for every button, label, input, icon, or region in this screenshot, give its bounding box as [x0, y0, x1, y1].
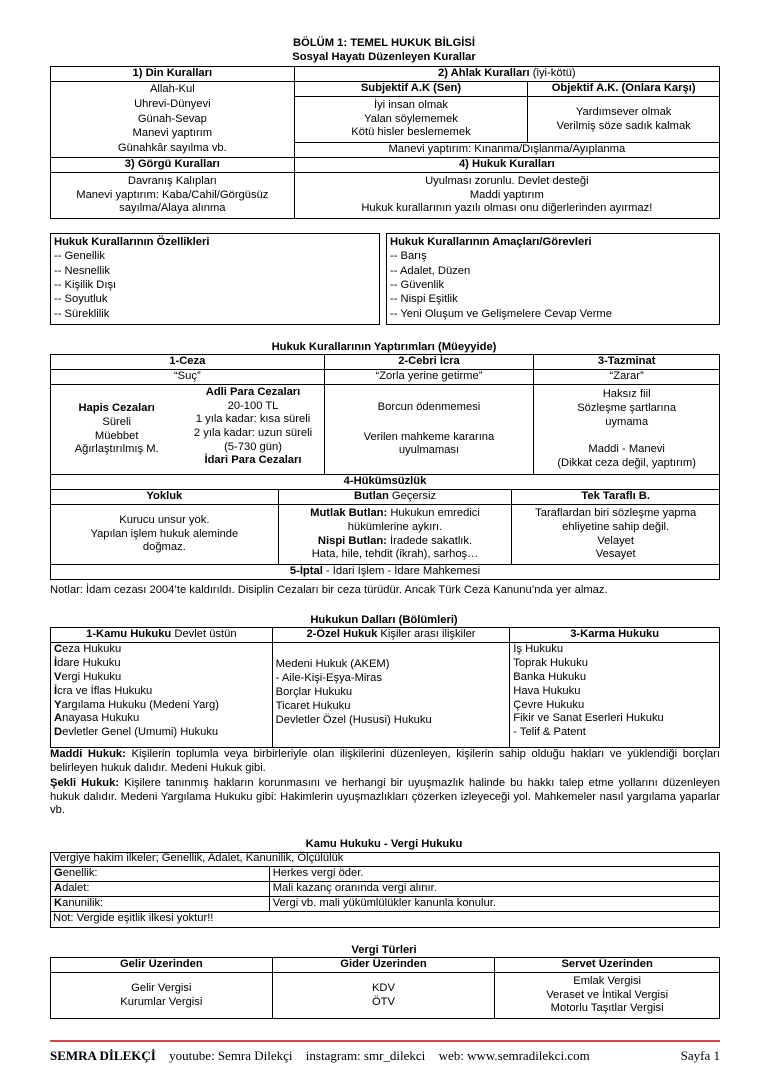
tazminat-content — [534, 385, 720, 475]
karma-item: Toprak Hukuku — [513, 656, 588, 669]
servet-item: Emlak Vergisi — [573, 975, 642, 988]
mutlak-text: Hukukun emredici — [387, 507, 480, 520]
gorgu-title: 3) Görgü Kuralları — [51, 158, 295, 173]
hapis-cell — [51, 385, 183, 475]
gelir-item: Gelir Vergisi — [131, 981, 192, 994]
footer-web: web: www.semradilekci.com — [438, 1048, 590, 1063]
tax-principle-initial: A — [54, 882, 63, 895]
karma-item: Fikir ve Sanat Eserleri Hukuku — [513, 712, 664, 725]
gider-item: KDV — [371, 981, 395, 994]
karma-item: Banka Hukuku — [513, 670, 587, 683]
yokluk-line: Kurucu unsur yok. — [119, 514, 210, 527]
objektif-line: Verilmiş söze sadık kalmak — [556, 119, 691, 132]
kamu-item — [54, 712, 269, 726]
kamu-item — [54, 726, 269, 740]
butlan-suffix: Geçersiz — [388, 490, 437, 503]
tazminat-line: Sözleşme şartlarına — [577, 402, 677, 415]
gorgu-line: Manevi yaptırım: Kaba/Cahil/Görgüsüz — [76, 188, 269, 201]
mutlak-text2: hükümlerine aykırı. — [347, 520, 443, 533]
gorgu-line: sayılma/Alaya alınma — [119, 202, 226, 215]
kamu-item-rest: evletler Genel (Umumi) Hukuku — [62, 726, 219, 739]
kamu-item-rest: eza Hukuku — [62, 643, 122, 655]
kamu-item-initial: D — [54, 726, 63, 739]
hukuk-line: Maddi yaptırım — [469, 188, 544, 201]
idari-title: İdari Para Cezaları — [204, 454, 302, 467]
purposes-item: -- Barış — [390, 250, 427, 263]
ahlak-title: 2) Ahlak Kuralları — [438, 67, 530, 80]
servet-item: Veraset ve İntikal Vergisi — [546, 988, 669, 1001]
footer-divider — [50, 1040, 720, 1042]
hapis-title: Hapis Cezaları — [78, 402, 155, 415]
sanctions-table — [50, 354, 720, 580]
tax-principle-rest: dalet: — [62, 882, 90, 895]
yokluk-title: Yokluk — [51, 490, 279, 505]
karma-item: Hava Hukuku — [513, 684, 581, 697]
cebri-content — [324, 385, 534, 475]
kamu-item-initial: V — [54, 670, 62, 683]
kamu-item-rest: argılama Hukuku (Medeni Yarg) — [61, 698, 219, 711]
tax-principle-initial: K — [54, 897, 63, 910]
ozel-item: Medeni Hukuk (AKEM) — [275, 658, 390, 670]
iptal-title: 5-İptal — [289, 565, 323, 578]
kamu-item-initial: A — [54, 712, 63, 725]
tazminat-line: Maddi - Manevi — [588, 443, 665, 456]
cebri-line: uyulmaması — [398, 444, 460, 457]
sekli-title: Şekli Hukuk: — [50, 777, 120, 789]
cebri-line: Verilen mahkeme kararına — [363, 430, 495, 443]
tax-principle-rest: anunilik: — [62, 897, 104, 910]
tazminat-line: uymama — [605, 415, 649, 428]
objektif-title: Objektif A.K. (Onlara Karşı) — [528, 82, 720, 97]
subjektif-line: Yalan söylememek — [364, 112, 458, 125]
ceza-quote: “Suç” — [51, 370, 325, 385]
iptal-text: - İdari İşlem - İdare Mahkemesi — [322, 565, 481, 578]
nispi-text: İradede sakatlık. — [386, 534, 473, 547]
col1-title: 1-Kamu Hukuku — [86, 628, 172, 641]
tax-principle — [51, 867, 270, 882]
purposes-box — [386, 233, 720, 325]
branches-title: Hukukun Dalları (Bölümleri) — [310, 614, 458, 626]
adli-title: Adli Para Cezaları — [205, 386, 301, 398]
objektif-line: Yardımsever olmak — [575, 105, 672, 118]
tek-title: Tek Taraflı B. — [512, 490, 720, 505]
features-item: -- Nesnellik — [54, 264, 110, 277]
nispi-text2: Hata, hile, tehdit (ikrah), sarhoş… — [311, 548, 479, 561]
butlan-title: Butlan — [353, 490, 389, 503]
ahlak-sanction: Manevi yaptırım: Kınanma/Dışlanma/Ayıplanma — [294, 143, 719, 158]
servet-item: Motorlu Taşıtlar Vergisi — [550, 1002, 664, 1015]
tazminat-quote: “Zarar” — [534, 370, 720, 385]
footer-brand: SEMRA DİLEKÇİ — [50, 1048, 156, 1063]
hapis-line: Müebbet — [94, 429, 139, 442]
adli-line: 2 yıla kadar: uzun süreli — [193, 426, 313, 439]
kamu-item-rest: nayasa Hukuku — [62, 712, 140, 725]
tax-principle-initial: G — [54, 867, 63, 880]
tazminat-line: Haksız fiil — [602, 388, 651, 401]
kamu-item-initial: C — [54, 643, 63, 655]
karma-item: Çevre Hukuku — [513, 698, 585, 711]
gider-item: ÖTV — [371, 995, 395, 1008]
sanctions-note: Notlar: İdam cezası 2004’te kaldırıldı. Disiplin Cezaları bir ceza türüdür. Ancak Türk Ceza Kanunu’nda yer almaz. — [50, 584, 608, 596]
sekli-hukuk-paragraph — [50, 777, 720, 818]
iptal-row — [51, 565, 720, 580]
tax-title: Kamu Hukuku - Vergi Hukuku — [305, 838, 463, 850]
tax-principle-desc: Herkes vergi öder. — [269, 867, 719, 882]
hukuk-line: Hukuk kurallarının yazılı olması onu diğerlerinden ayırmaz! — [361, 202, 653, 215]
tax-types-title: Vergi Türleri — [351, 944, 417, 956]
tek-line: Taraflardan biri sözleşme yapma — [535, 507, 697, 520]
col1-suffix: Devlet üstün — [171, 628, 237, 641]
kamu-item-initial: Y — [54, 698, 62, 711]
cebri-quote: “Zorla yerine getirme” — [324, 370, 534, 385]
footer-page-number: Sayfa 1 — [680, 1048, 720, 1063]
kamu-item — [54, 699, 269, 713]
chapter-subtitle: Sosyal Hayatı Düzenleyen Kurallar — [292, 51, 476, 63]
ozel-item: Ticaret Hukuku — [275, 699, 351, 712]
hapis-line: Süreli — [102, 415, 131, 428]
features-item: -- Soyutluk — [54, 293, 108, 306]
ahlak-title-suffix: (iyi-kötü) — [529, 67, 576, 80]
adli-cell — [182, 385, 324, 475]
nispi-line — [282, 535, 509, 549]
karma-item: - Telif & Patent — [513, 726, 586, 739]
tax-principle-desc: Mali kazanç oranında vergi alınır. — [269, 882, 719, 897]
kamu-item — [54, 685, 269, 699]
col1-header — [51, 628, 273, 643]
footer-instagram: instagram: smr_dilekci — [305, 1048, 426, 1063]
adli-line: 20-100 TL — [227, 399, 279, 412]
kamu-item — [54, 657, 269, 671]
din-title: 1) Din Kuralları — [51, 67, 295, 82]
adli-line: (5-730 gün) — [224, 440, 282, 453]
din-line: Günah-Sevap — [137, 112, 207, 125]
objektif-content — [528, 97, 720, 143]
ahlak-header — [294, 67, 719, 82]
purposes-item: -- Nispi Eşitlik — [390, 293, 458, 306]
kamu-item-rest: cra ve İflas Hukuku — [57, 684, 153, 697]
din-line: Allah-Kul — [149, 83, 195, 95]
din-line: Günahkâr sayılma vb. — [117, 142, 227, 155]
kamu-item-initial: İ — [54, 656, 58, 669]
col3-content — [510, 643, 720, 748]
purposes-item: -- Güvenlik — [390, 278, 445, 291]
col2-header — [272, 628, 510, 643]
subjektif-content — [294, 97, 528, 143]
hukuk-content — [294, 173, 719, 219]
maddi-title: Maddi Hukuk: — [50, 748, 126, 760]
col3-title: 3-Karma Hukuku — [510, 628, 720, 643]
kamu-item — [54, 643, 269, 657]
din-line: Manevi yaptırım — [132, 127, 213, 140]
butlan-header — [278, 490, 512, 505]
rules-table — [50, 66, 720, 219]
features-item: -- Kişilik Dışı — [54, 278, 117, 291]
sanctions-title: Hukuk Kurallarının Yaptırımları (Müeyyide) — [271, 341, 497, 353]
features-title: Hukuk Kurallarının Özellikleri — [54, 236, 210, 248]
tek-line: Vesayet — [595, 548, 636, 561]
features-item: -- Genellik — [54, 250, 105, 263]
cebri-title: 2-Cebri İcra — [324, 355, 534, 370]
hukumsuzluk-title: 4-Hükümsüzlük — [51, 475, 720, 490]
gider-title: Gider Üzerinden — [272, 958, 495, 973]
ozel-item: Devletler Özel (Hususi) Hukuku — [275, 713, 432, 726]
butlan-content — [278, 505, 512, 565]
footer — [50, 1048, 720, 1064]
tax-principle — [51, 897, 270, 912]
sekli-text: Kişilere tanınmış hakların korunmasını ve herhangi bir uyuşmazlık halinde bu hakkı talep etme yollarını düzenleyen hukuk dalıdır. Medeni Yargılama Hukuku gibi: Hakimlerin uyuşmazlıkları çözerken izleyeceği yol. Mahkemeler nasıl yargılama yaparlar vb. — [50, 777, 720, 817]
maddi-hukuk-paragraph — [50, 748, 720, 775]
purposes-item: -- Yeni Oluşum ve Gelişmelere Cevap Verme — [390, 307, 612, 320]
hukuk-title: 4) Hukuk Kuralları — [294, 158, 719, 173]
hapis-line: Ağırlaştırılmış M. — [74, 443, 159, 456]
gorgu-content — [51, 173, 295, 219]
col1-content — [51, 643, 273, 748]
tazminat-title: 3-Tazminat — [534, 355, 720, 370]
branches-table — [50, 627, 720, 748]
subjektif-title: Subjektif A.K (Sen) — [294, 82, 528, 97]
adli-line: 1 yıla kadar: kısa süreli — [195, 413, 311, 426]
din-content — [51, 82, 295, 158]
gelir-title: Gelir Üzerinden — [51, 958, 273, 973]
footer-youtube: youtube: Semra Dilekçi — [169, 1048, 293, 1063]
col2-content — [272, 643, 510, 748]
tax-types-table — [50, 957, 720, 1019]
ozel-item: - Aile-Kişi-Eşya-Miras — [275, 671, 382, 684]
purposes-title: Hukuk Kurallarının Amaçları/Görevleri — [390, 236, 592, 248]
ceza-title: 1-Ceza — [51, 355, 325, 370]
tek-line: Velayet — [597, 534, 635, 547]
tax-note: Not: Vergide eşitlik ilkesi yoktur!! — [53, 912, 214, 924]
din-line: Uhrevi-Dünyevi — [134, 97, 211, 110]
servet-title: Servet Üzerinden — [495, 958, 720, 973]
tax-table — [50, 866, 720, 912]
yokluk-line: Yapılan işlem hukuk aleminde — [90, 527, 239, 540]
hukuk-line: Uyulması zorunlu. Devlet desteği — [425, 175, 589, 188]
tax-principle — [51, 882, 270, 897]
mutlak-line — [282, 507, 509, 521]
kamu-item — [54, 671, 269, 685]
chapter-title: BÖLÜM 1: TEMEL HUKUK BİLGİSİ — [293, 37, 475, 49]
nispi-title: Nispi Butlan: — [317, 534, 387, 547]
tazminat-line: (Dikkat ceza değil, yaptırım) — [557, 456, 696, 469]
yokluk-content — [51, 505, 279, 565]
cebri-line: Borcun ödenmemesi — [377, 401, 481, 414]
purposes-item: -- Adalet, Düzen — [390, 264, 471, 277]
karma-item: İş Hukuku — [513, 643, 564, 655]
tax-principle-rest: enellik: — [62, 867, 98, 880]
gider-content — [272, 973, 495, 1019]
tek-line: ehliyetine sahip değil. — [562, 520, 670, 533]
gelir-content — [51, 973, 273, 1019]
gelir-item: Kurumlar Vergisi — [120, 995, 203, 1008]
servet-content — [495, 973, 720, 1019]
kamu-item-rest: ergi Hukuku — [61, 670, 122, 683]
ozel-item: Borçlar Hukuku — [275, 685, 353, 698]
kamu-item-initial: İ — [54, 684, 58, 697]
tax-principle-desc: Vergi vb. mali yükümlülükler kanunla konulur. — [269, 897, 719, 912]
tek-content — [512, 505, 720, 565]
features-item: -- Süreklilik — [54, 307, 110, 320]
maddi-text: Kişilerin toplumla veya birbirleriyle olan ilişkilerini düzenleyen, kişilerin sahip olduğu hakları ve yüklendiği borçları belirleyen hukuk dalıdır. Medeni Hukuk gibi. — [50, 748, 720, 774]
col2-title: 2-Özel Hukuk — [306, 628, 378, 641]
subjektif-line: İyi insan olmak — [373, 99, 448, 112]
features-box — [50, 233, 380, 325]
mutlak-title: Mutlak Butlan: — [310, 507, 388, 520]
kamu-item-rest: dare Hukuku — [57, 656, 121, 669]
subjektif-line: Kötü hisler beslememek — [351, 126, 471, 139]
gorgu-line: Davranış Kalıpları — [127, 175, 217, 188]
tax-principles: Vergiye hakim ilkeler; Genellik, Adalet, Kanunilik, Ölçülülük — [53, 852, 344, 864]
col2-suffix: Kişiler arası ilişkiler — [377, 628, 476, 641]
yokluk-line: doğmaz. — [142, 541, 186, 554]
